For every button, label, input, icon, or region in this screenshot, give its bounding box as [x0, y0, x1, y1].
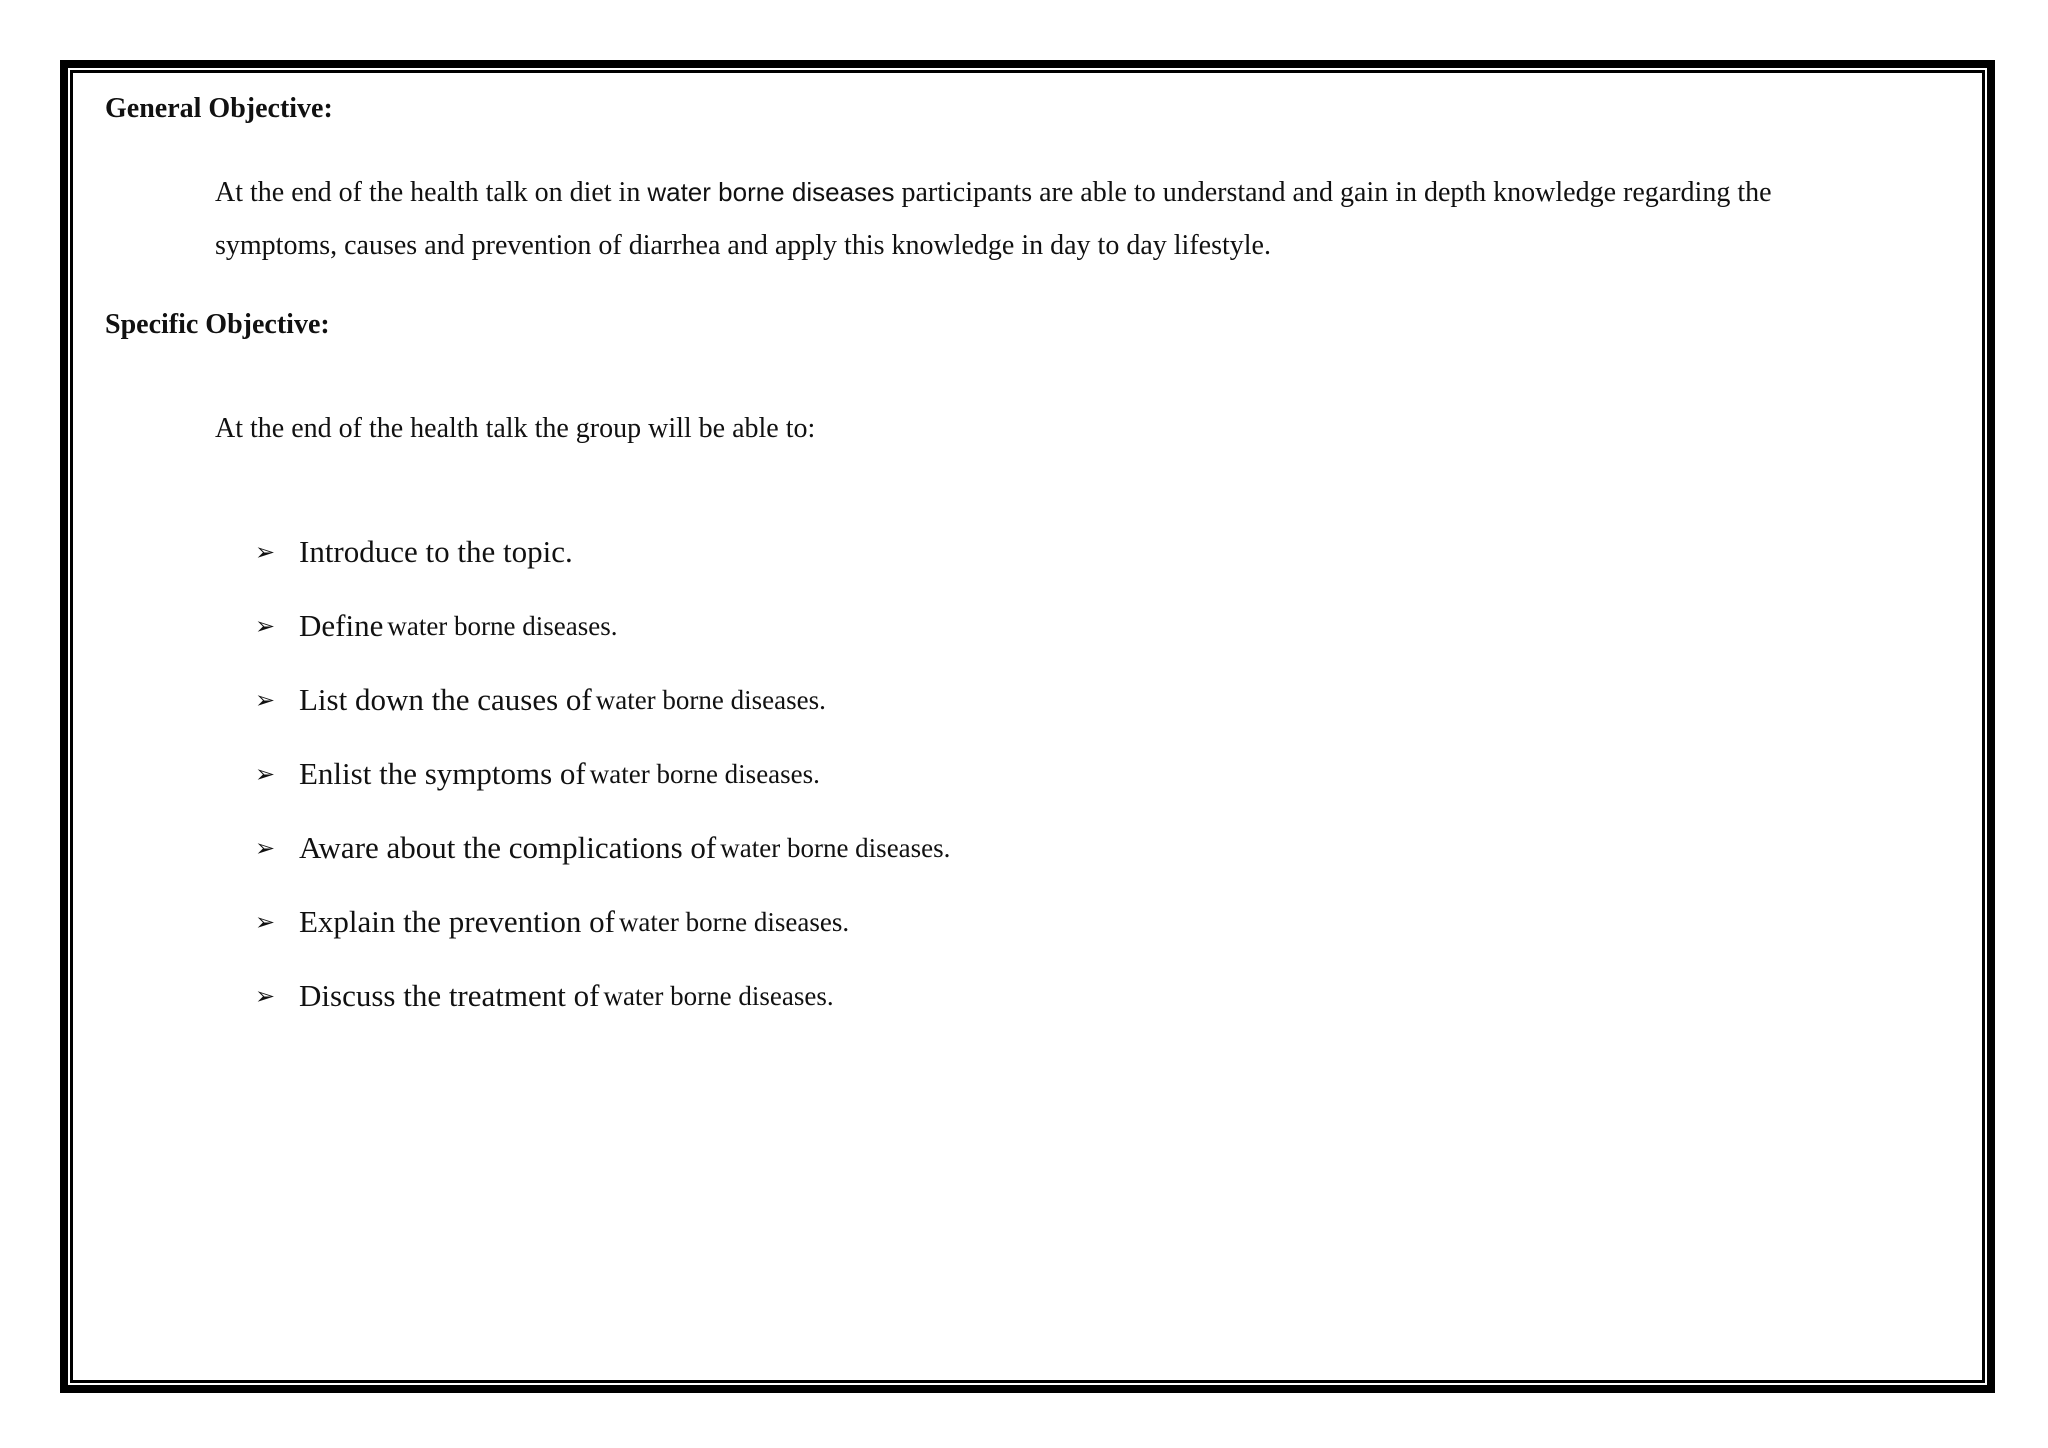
list-item-text: Explain the prevention of: [299, 904, 615, 939]
list-item-tail: water borne diseases.: [387, 610, 618, 641]
list-item-tail: water borne diseases.: [589, 758, 820, 789]
arrowhead-bullet-icon: ➢: [255, 908, 276, 936]
list-item: [255, 885, 950, 959]
list-item-tail: water borne diseases.: [603, 980, 834, 1011]
list-item-text: Introduce to the topic.: [299, 534, 573, 569]
list-item-text: Discuss the treatment of: [299, 978, 600, 1013]
arrowhead-bullet-icon: ➢: [255, 834, 276, 862]
general-para-text-2: participants are able to understand and gain in depth knowledge regarding the symptoms, causes and prevention of diarrhea and apply this knowledge in day to day lifestyle.: [215, 177, 1772, 261]
list-item: [255, 589, 950, 663]
arrowhead-bullet-icon: ➢: [255, 982, 276, 1010]
objective-list: [255, 515, 950, 1033]
general-objective-heading: General Objective:: [105, 93, 333, 124]
general-para-term: water borne diseases: [647, 177, 895, 207]
list-item-text: List down the causes of: [299, 682, 592, 717]
list-item-tail: water borne diseases.: [720, 832, 951, 863]
list-item: [255, 811, 950, 885]
arrowhead-bullet-icon: ➢: [255, 538, 276, 566]
arrowhead-bullet-icon: ➢: [255, 686, 276, 714]
specific-objective-intro: At the end of the health talk the group will be able to:: [215, 413, 816, 444]
list-item-tail: water borne diseases.: [618, 906, 850, 937]
general-para-text-1: At the end of the health talk on diet in: [215, 177, 648, 208]
list-item-text: Aware about the complications of: [299, 830, 717, 865]
general-objective-paragraph: [215, 166, 1865, 272]
arrowhead-bullet-icon: ➢: [255, 760, 276, 788]
list-item: [255, 515, 950, 589]
list-item-tail: water borne diseases.: [595, 684, 826, 715]
arrowhead-bullet-icon: ➢: [255, 612, 276, 640]
list-item-text: Enlist the symptoms of: [299, 756, 586, 791]
list-item: [255, 959, 950, 1033]
list-item-text: Define: [299, 608, 384, 643]
specific-objective-heading: Specific Objective:: [105, 309, 330, 340]
list-item: [255, 737, 950, 811]
list-item: [255, 663, 950, 737]
